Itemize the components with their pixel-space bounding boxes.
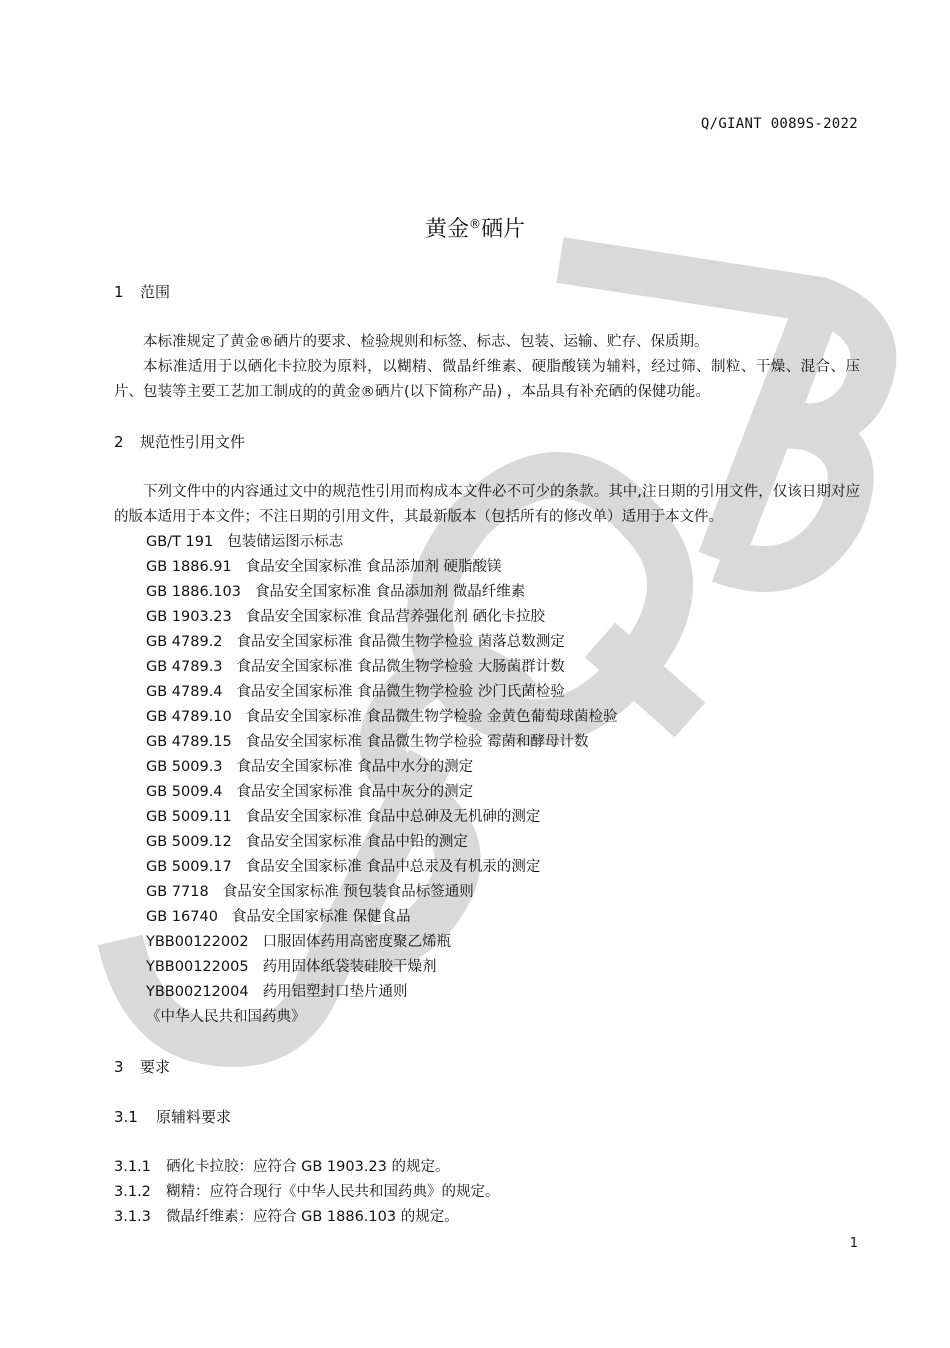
reference-item xyxy=(114,905,860,930)
clause-number: 3.1.3 xyxy=(114,1209,151,1225)
document-body xyxy=(114,280,860,1230)
reference-code: GB 1886.103 xyxy=(146,584,241,600)
reference-list xyxy=(114,530,860,1005)
reference-title: 食品安全国家标准 食品添加剂 硬脂酸镁 xyxy=(245,559,502,575)
reference-title: 食品安全国家标准 保健食品 xyxy=(231,909,411,925)
clause-item xyxy=(114,1205,860,1230)
title-part-1: 黄金 xyxy=(424,217,469,242)
reference-item xyxy=(114,530,860,555)
reference-title: 食品安全国家标准 食品微生物学检验 金黄色葡萄球菌检验 xyxy=(245,709,618,725)
clause-text: 糊精：应符合现行《中华人民共和国药典》的规定。 xyxy=(166,1184,500,1200)
registered-mark: ® xyxy=(469,217,481,231)
reference-item xyxy=(114,705,860,730)
reference-item xyxy=(114,580,860,605)
reference-code: GB 1886.91 xyxy=(146,559,232,575)
reference-item xyxy=(114,730,860,755)
section-1-heading xyxy=(114,280,860,305)
standard-code: Q/GIANT 0089S-2022 xyxy=(700,116,858,132)
reference-code: YBB00122002 xyxy=(146,934,249,950)
reference-code: GB 4789.2 xyxy=(146,634,223,650)
references-intro: 下列文件中的内容通过文中的规范性引用而构成本文件必不可少的条款。其中,注日期的引用文件，仅该日期对应的版本适用于本文件；不注日期的引用文件，其最新版本（包括所有的修改单）适用于本文件。 xyxy=(114,484,860,525)
reference-title: 食品安全国家标准 食品添加剂 微晶纤维素 xyxy=(254,584,526,600)
clause-text: 微晶纤维素：应符合 GB 1886.103 的规定。 xyxy=(166,1209,459,1225)
reference-code: GB 5009.17 xyxy=(146,859,232,875)
reference-title: 食品安全国家标准 食品中总砷及无机砷的测定 xyxy=(245,809,541,825)
reference-item xyxy=(114,605,860,630)
reference-title: 食品安全国家标准 食品中水分的测定 xyxy=(236,759,474,775)
subsection-3-1-heading xyxy=(114,1105,860,1130)
reference-title: 食品安全国家标准 食品微生物学检验 菌落总数测定 xyxy=(236,634,565,650)
reference-item xyxy=(114,980,860,1005)
title-part-2: 硒片 xyxy=(481,217,526,242)
reference-title: 食品安全国家标准 食品微生物学检验 大肠菌群计数 xyxy=(236,659,565,675)
reference-code: GB 5009.3 xyxy=(146,759,223,775)
reference-code: YBB00212004 xyxy=(146,984,249,1000)
reference-title: 食品安全国家标准 食品微生物学检验 霉菌和酵母计数 xyxy=(245,734,589,750)
section-2-heading xyxy=(114,430,860,455)
section-title: 范围 xyxy=(140,283,171,301)
page-number: 1 xyxy=(849,1236,858,1251)
scope-paragraph-2: 本标准适用于以硒化卡拉胶为原料，以糊精、微晶纤维素、硬脂酸镁为辅料，经过筛、制粒、干燥、混合、压片、包装等主要工艺加工制成的的黄金®硒片(以下简称产品) ，本品具有补充硒的保健功能。 xyxy=(114,359,860,400)
subsection-number: 3.1 xyxy=(114,1108,138,1126)
document-title xyxy=(0,212,950,243)
reference-code: GB 4789.4 xyxy=(146,684,223,700)
reference-code: GB 4789.10 xyxy=(146,709,232,725)
clause-list xyxy=(114,1155,860,1230)
reference-item xyxy=(114,755,860,780)
reference-item xyxy=(114,655,860,680)
reference-title: 口服固体药用高密度聚乙烯瓶 xyxy=(262,934,452,950)
reference-code: GB 5009.4 xyxy=(146,784,223,800)
clause-item xyxy=(114,1180,860,1205)
reference-code: YBB00122005 xyxy=(146,959,249,975)
reference-code: GB 7718 xyxy=(146,884,209,900)
reference-code: GB 1903.23 xyxy=(146,609,232,625)
section-title: 规范性引用文件 xyxy=(140,433,246,451)
reference-code: GB 5009.12 xyxy=(146,834,232,850)
reference-item xyxy=(114,630,860,655)
reference-code: GB 5009.11 xyxy=(146,809,232,825)
reference-item xyxy=(114,930,860,955)
scope-paragraph-1: 本标准规定了黄金®硒片的要求、检验规则和标签、标志、包装、运输、贮存、保质期。 xyxy=(143,334,709,350)
reference-title: 食品安全国家标准 预包装食品标签通则 xyxy=(222,884,474,900)
pharmacopoeia-reference: 《中华人民共和国药典》 xyxy=(146,1009,306,1025)
reference-title: 包装储运图示标志 xyxy=(227,534,344,550)
reference-title: 食品安全国家标准 食品微生物学检验 沙门氏菌检验 xyxy=(236,684,565,700)
clause-item xyxy=(114,1155,860,1180)
clause-text: 硒化卡拉胶：应符合 GB 1903.23 的规定。 xyxy=(166,1159,450,1175)
reference-item xyxy=(114,805,860,830)
reference-title: 食品安全国家标准 食品中灰分的测定 xyxy=(236,784,474,800)
reference-code: GB/T 191 xyxy=(146,534,214,550)
section-title: 要求 xyxy=(140,1058,171,1076)
reference-title: 食品安全国家标准 食品中铅的测定 xyxy=(245,834,468,850)
reference-code: GB 16740 xyxy=(146,909,218,925)
reference-item xyxy=(114,780,860,805)
reference-item xyxy=(114,955,860,980)
reference-item xyxy=(114,680,860,705)
reference-code: GB 4789.15 xyxy=(146,734,232,750)
clause-number: 3.1.1 xyxy=(114,1159,151,1175)
clause-number: 3.1.2 xyxy=(114,1184,151,1200)
reference-code: GB 4789.3 xyxy=(146,659,223,675)
section-number: 1 xyxy=(114,283,124,301)
section-number: 3 xyxy=(114,1058,124,1076)
subsection-title: 原辅料要求 xyxy=(156,1108,232,1126)
reference-item xyxy=(114,880,860,905)
reference-title: 食品安全国家标准 食品中总汞及有机汞的测定 xyxy=(245,859,541,875)
section-3-heading xyxy=(114,1055,860,1080)
reference-item xyxy=(114,555,860,580)
section-number: 2 xyxy=(114,433,124,451)
reference-item xyxy=(114,855,860,880)
reference-title: 食品安全国家标准 食品营养强化剂 硒化卡拉胶 xyxy=(245,609,545,625)
reference-title: 药用固体纸袋装硅胶干燥剂 xyxy=(262,959,437,975)
reference-item xyxy=(114,830,860,855)
reference-title: 药用铝塑封口垫片通则 xyxy=(262,984,408,1000)
